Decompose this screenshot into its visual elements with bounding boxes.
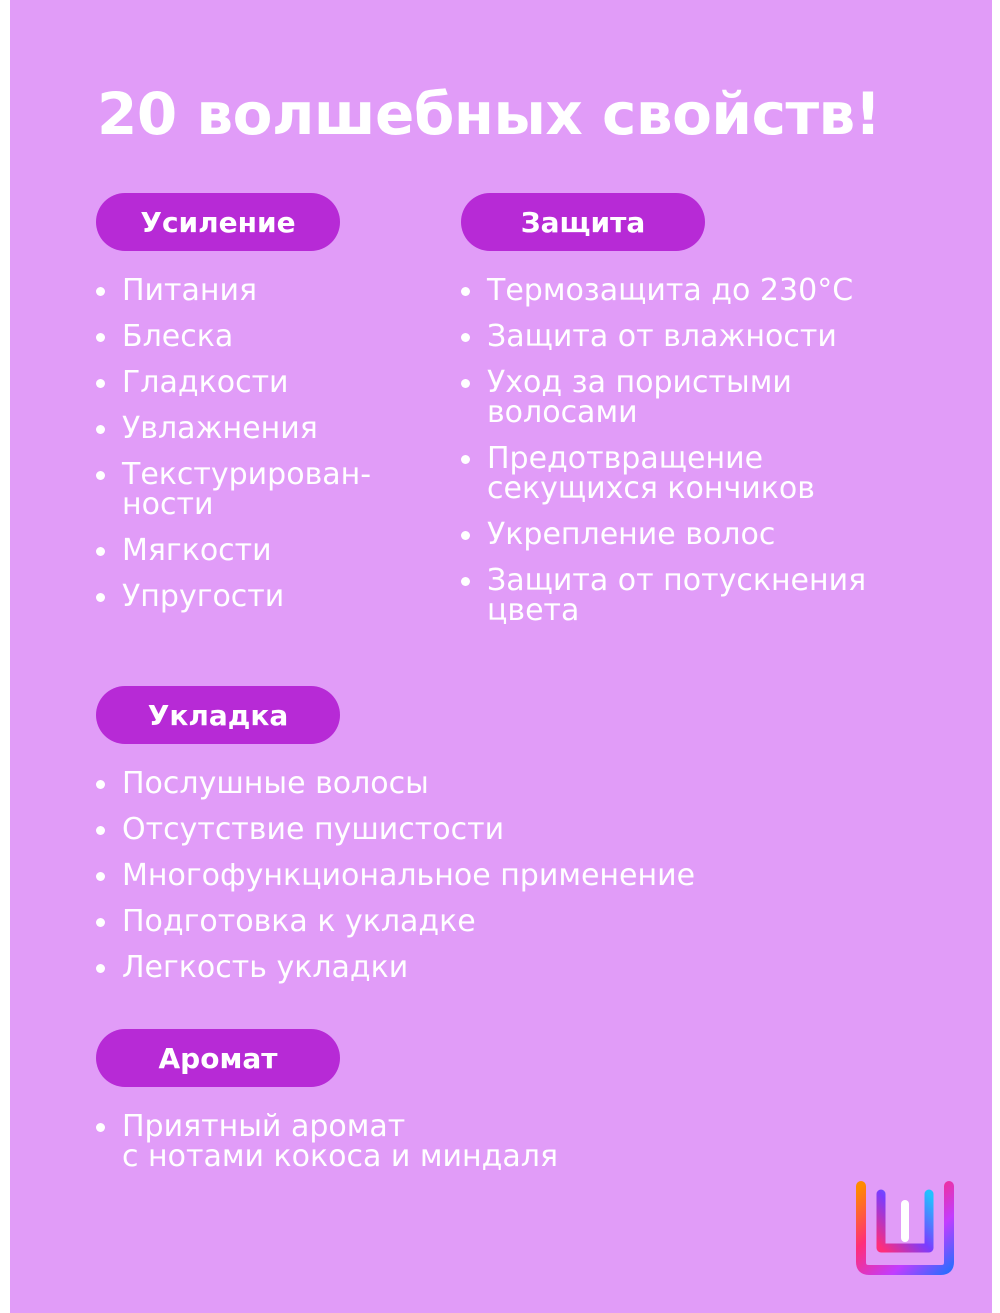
section-badge-usilenie: Усиление	[96, 193, 340, 251]
list-item: Блеска	[96, 322, 436, 352]
section-badge-ukladka: Укладка	[96, 686, 340, 744]
list-item: Текстурирован- ности	[96, 460, 436, 520]
list-item: Приятный аромат с нотами кокоса и миндаля	[96, 1112, 796, 1172]
list-item: Послушные волосы	[96, 769, 916, 799]
list-item: Гладкости	[96, 368, 436, 398]
list-item: Уход за пористыми волосами	[461, 368, 931, 428]
list-item: Предотвращение секущихся кончиков	[461, 444, 931, 504]
list-item: Подготовка к укладке	[96, 907, 916, 937]
list-zashchita	[461, 273, 931, 642]
list-item: Мягкости	[96, 536, 436, 566]
list-usilenie	[96, 273, 436, 628]
list-item: Многофункциональное применение	[96, 861, 916, 891]
list-item: Увлажнения	[96, 414, 436, 444]
brand-logo-icon	[855, 1180, 955, 1275]
list-ukladka	[96, 766, 916, 999]
list-aromat	[96, 1109, 796, 1188]
list-item: Защита от влажности	[461, 322, 931, 352]
list-item: Питания	[96, 276, 436, 306]
page-title: 20 волшебных свойств!	[97, 80, 881, 148]
list-item: Упругости	[96, 582, 436, 612]
section-badge-aromat: Аромат	[96, 1029, 340, 1087]
list-item: Отсутствие пушистости	[96, 815, 916, 845]
list-item: Защита от потускнения цвета	[461, 566, 931, 626]
list-item: Легкость укладки	[96, 953, 916, 983]
list-item: Термозащита до 230°С	[461, 276, 931, 306]
section-badge-zashchita: Защита	[461, 193, 705, 251]
list-item: Укрепление волос	[461, 520, 931, 550]
